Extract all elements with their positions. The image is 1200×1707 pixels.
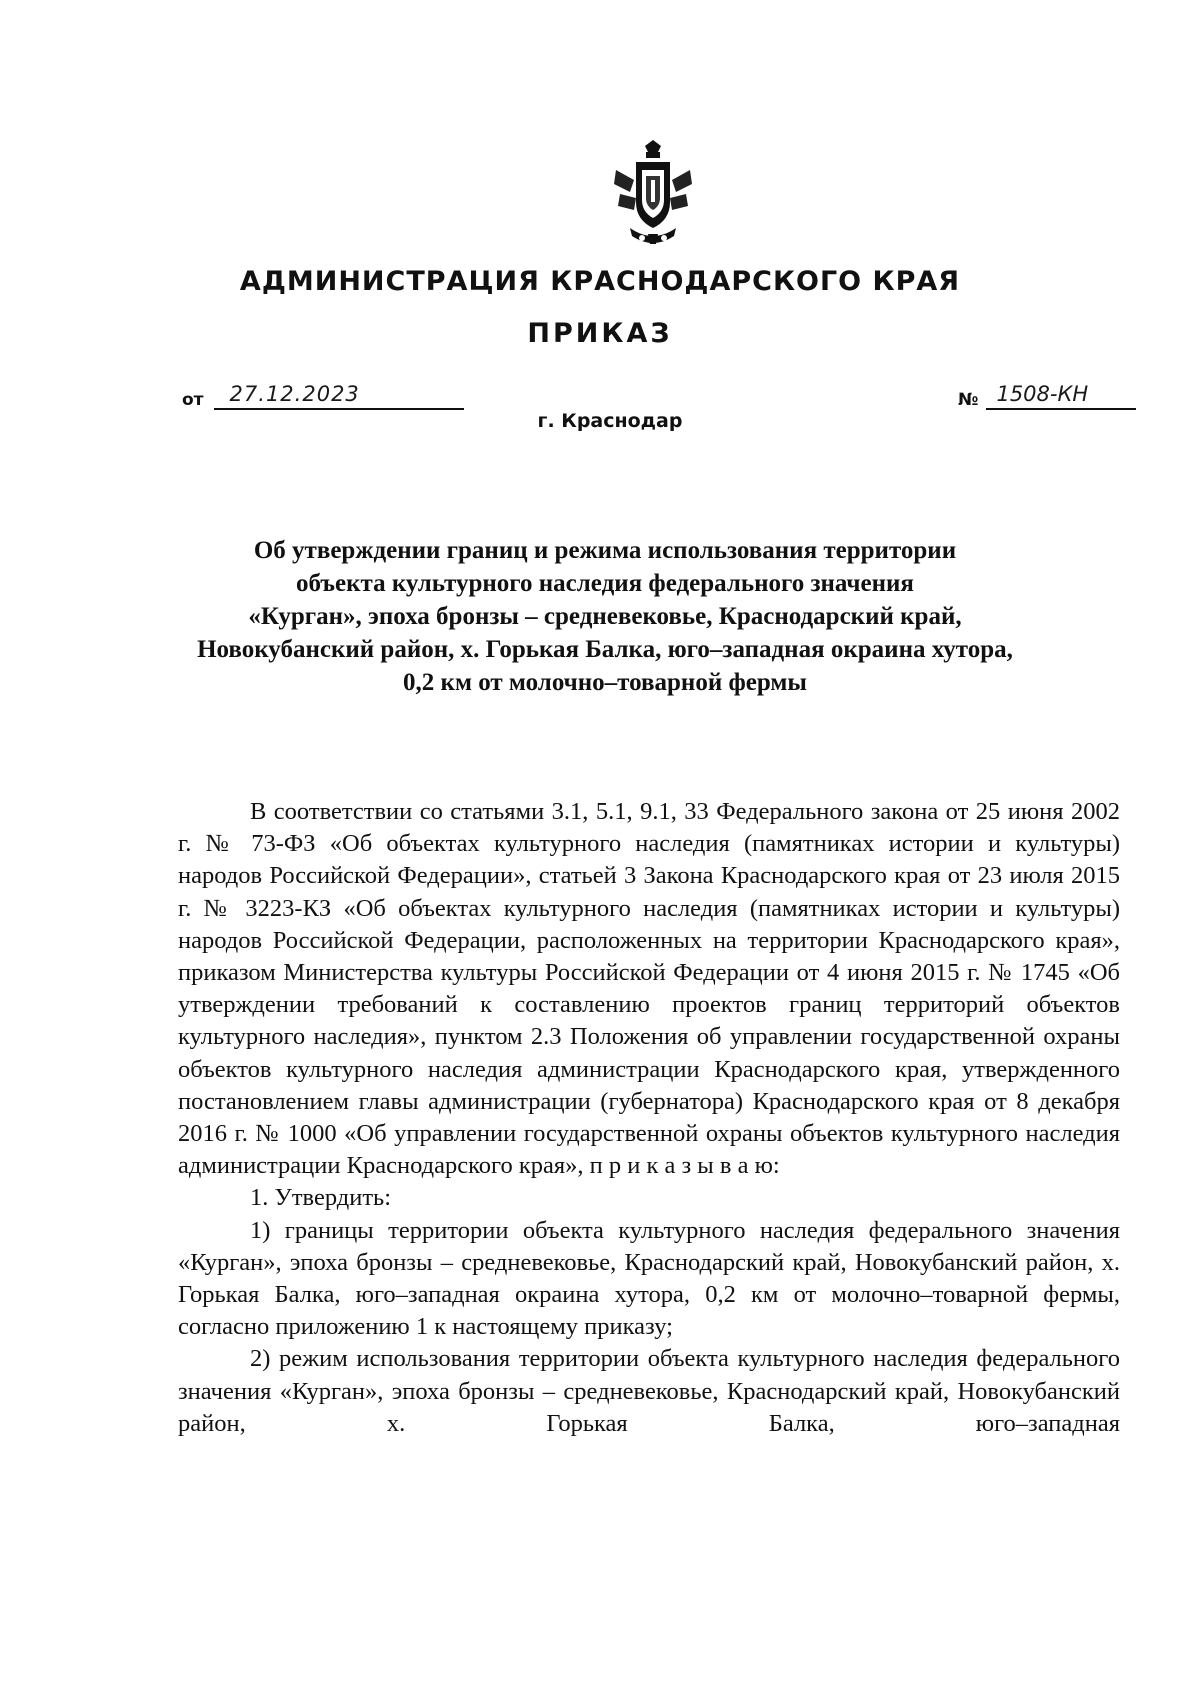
order-subject [150, 534, 1060, 699]
subject-line: «Курган», эпоха бронзы – средневековье, Краснодарский край, [248, 603, 962, 630]
document-type-title: ПРИКАЗ [527, 318, 673, 349]
handwritten-date: 27.12.2023 [229, 382, 360, 406]
date-underline [214, 382, 464, 410]
item-1-1-paragraph: 1) границы территории объекта культурного наследия федерального значения «Курган», эпоха бронзы – средневековье, Краснодарский край, Новокубанский район, х. Горькая Балка, юго–западная окраина хутора, 0,2 км от молочно–товарной фермы, согласно приложению 1 к настоящему приказу; [178, 1216, 1120, 1341]
order-date-field [182, 382, 464, 410]
number-underline [986, 382, 1136, 410]
item-1-2-paragraph: 2) режим использования территории объекта культурного наследия федерального значения «Курган», эпоха бронзы – средневековье, Краснодарский край, Новокубанский район, х. Горькая Балка, юго–западная [178, 1345, 1120, 1437]
organization-title: АДМИНИСТРАЦИЯ КРАСНОДАРСКОГО КРАЯ [239, 266, 961, 297]
item-1-paragraph: 1. Утвердить: [250, 1184, 392, 1212]
subject-line: Об утверждении границ и режима использования территории [253, 537, 957, 564]
preamble-paragraph: В соответствии со статьями 3.1, 5.1, 9.1, 33 Федерального закона от 25 июня 2002 г. № 73-ФЗ «Об объектах культурного наследия (памятниках истории и культуры) народов Российской Федерации», статьей 3 Закона Краснодарского края от 23 июля 2015 г. № 3223-КЗ «Об объектах культурного наследия (памятниках истории и культуры) народов Российской Федерации, расположенных на территории Краснодарского края», приказом Министерства культуры Российской Федерации от 4 июня 2015 г. № 1745 «Об утверждении требований к составлению проектов границ территорий объектов культурного наследия», пунктом 2.3 Положения об управлении государственной охраны объектов культурного наследия администрации Краснодарского края, утвержденного постановлением главы администрации (губернатора) Краснодарского края от 8 декабря 2016 г. № 1000 «Об управлении государственной охраны объектов культурного наследия администрации Краснодарского края», п р и к а з ы в а ю: [178, 798, 1120, 1180]
subject-line: объекта культурного наследия федерального значения [296, 570, 914, 597]
subject-line: Новокубанский район, х. Горькая Балка, юго–западная окраина хутора, [197, 636, 1013, 663]
handwritten-number: 1508-КН [996, 382, 1089, 406]
order-number-field [958, 382, 1136, 410]
coat-of-arms-icon [612, 140, 694, 250]
number-prefix: № [958, 390, 979, 410]
date-prefix: от [182, 390, 204, 410]
city-name: г. Краснодар [537, 410, 683, 432]
order-body [178, 796, 1120, 1440]
subject-line: 0,2 км от молочно–товарной фермы [403, 669, 807, 696]
